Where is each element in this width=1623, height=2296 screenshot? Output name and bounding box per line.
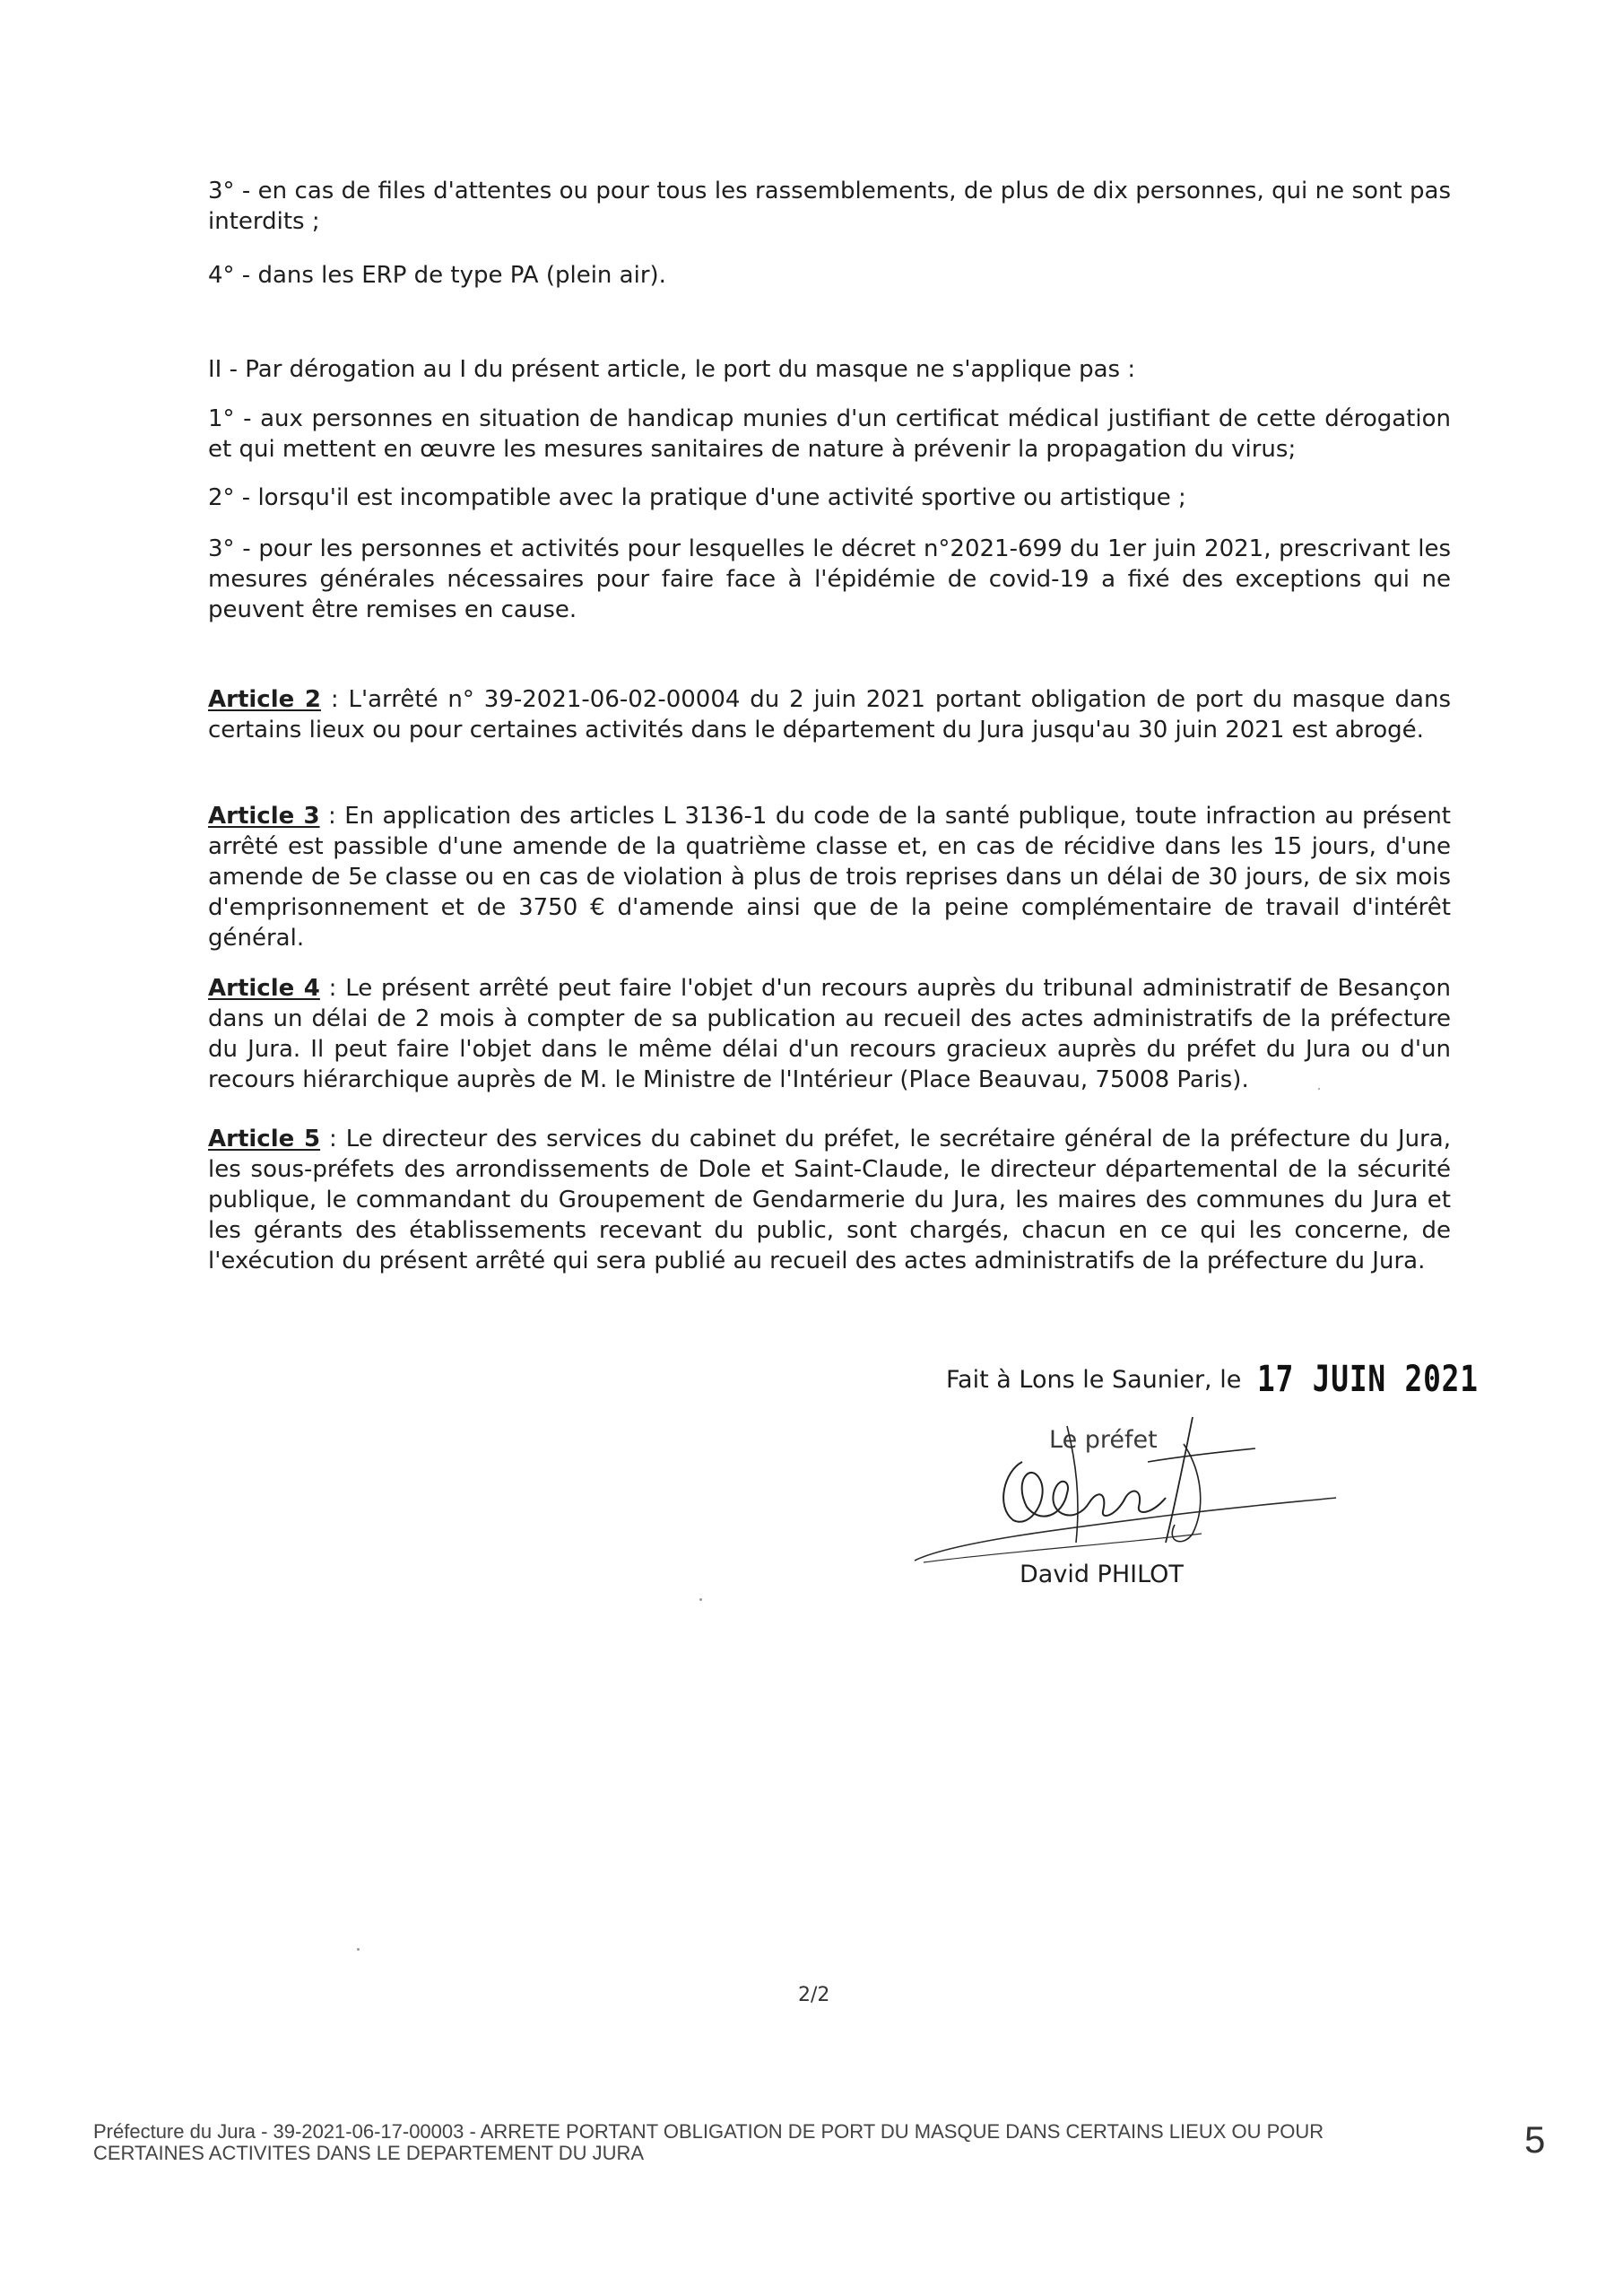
article-4-separator: : — [319, 975, 346, 1002]
scan-speck — [357, 1948, 360, 1951]
article-5-separator: : — [320, 1126, 346, 1152]
article-2-text: L'arrêté n° 39-2021-06-02-00004 du 2 juin 2021 portant obligation de port du masque dans certains lieux ou pour certaines activités dans le département du Jura jusqu'au 30 juin 2021 est abrogé. — [208, 686, 1451, 744]
signature-role: Le préfet — [1049, 1426, 1158, 1454]
article-4-label: Article 4 — [208, 975, 320, 1002]
paragraph-item-4-open-air: 4° - dans les ERP de type PA (plein air). — [208, 262, 666, 289]
signature-place: Fait à Lons le Saunier, le — [946, 1366, 1242, 1394]
article-3 — [208, 801, 1451, 953]
signature-date-stamp: 17 JUIN 2021 — [1257, 1359, 1479, 1400]
article-2-label: Article 2 — [208, 686, 321, 713]
article-4-text: Le présent arrêté peut faire l'objet d'un recours auprès du tribunal administratif de Besançon dans un délai de 2 mois à compter de sa publication au recueil des actes administratifs de la préfecture du Jura. Il peut faire l'objet dans le même délai d'un recours gracieux auprès du préfet du Jura ou d'un recours hiérarchique auprès de M. le Ministre de l'Intérieur (Place Beauvau, 75008 Paris). — [208, 975, 1451, 1093]
paragraph-derogation-intro: II - Par dérogation au I du présent article, le port du masque ne s'applique pas : — [208, 356, 1136, 383]
page-number: 2/2 — [798, 1984, 830, 2006]
article-4 — [208, 973, 1451, 1095]
handwritten-signature — [897, 1408, 1345, 1570]
scan-speck — [699, 1598, 702, 1601]
article-3-text: En application des articles L 3136-1 du code de la santé publique, toute infraction au présent arrêté est passible d'une amende de la quatrième classe et, en cas de récidive dans les 15 jours, d'une amende de 5e classe ou en cas de violation à plus de trois reprises dans un délai de 30 jours, de six mois d'emprisonnement et de 3750 € d'amende ainsi que de la peine complémentaire de travail d'intérêt général. — [208, 803, 1452, 952]
signatory-name: David PHILOT — [1020, 1561, 1184, 1588]
footer-document-reference: Préfecture du Jura - 39-2021-06-17-00003 - ARRETE PORTANT OBLIGATION DE PORT DU MASQUE DANS CERTAINS LIEUX OU POUR CERTAINES ACTIVITES DANS LE DEPARTEMENT DU JURA — [93, 2120, 1324, 2164]
footer-page-number: 5 — [1524, 2118, 1546, 2161]
article-5 — [208, 1124, 1451, 1276]
paragraph-derogation-item-1: 1° - aux personnes en situation de handicap munies d'un certificat médical justifiant de cette dérogation et qui mettent en œuvre les mesures sanitaires de nature à prévenir la propagation du virus; — [208, 405, 1451, 463]
paragraph-derogation-item-3: 3° - pour les personnes et activités pour lesquelles le décret n°2021-699 du 1er juin 2021, prescrivant les mesures générales nécessaires pour faire face à l'épidémie de covid-19 a fixé des exceptions qui ne peuvent être remises en cause. — [208, 535, 1451, 623]
paragraph-derogation-item-2: 2° - lorsqu'il est incompatible avec la pratique d'une activité sportive ou artistique ; — [208, 484, 1186, 511]
article-5-text: Le directeur des services du cabinet du préfet, le secrétaire général de la préfecture du Jura, les sous-préfets des arrondissements de Dole et Saint-Claude, le directeur départemental de la sécurité publique, le commandant du Groupement de Gendarmerie du Jura, les maires des communes du Jura et les gérants des établissements recevant du public, sont chargés, chacun en ce qui les concerne, de l'exécution du présent arrêté qui sera publié au recueil des actes administratifs de la préfecture du Jura. — [208, 1126, 1451, 1274]
article-2 — [208, 684, 1451, 745]
article-5-label: Article 5 — [208, 1126, 321, 1152]
article-2-separator: : — [320, 686, 349, 713]
article-3-separator: : — [319, 803, 345, 830]
article-3-label: Article 3 — [208, 803, 320, 830]
scan-speck — [1318, 1088, 1320, 1090]
paragraph-item-3-gatherings: 3° - en cas de files d'attentes ou pour tous les rassemblements, de plus de dix personnes, qui ne sont pas interdits ; — [208, 178, 1451, 235]
